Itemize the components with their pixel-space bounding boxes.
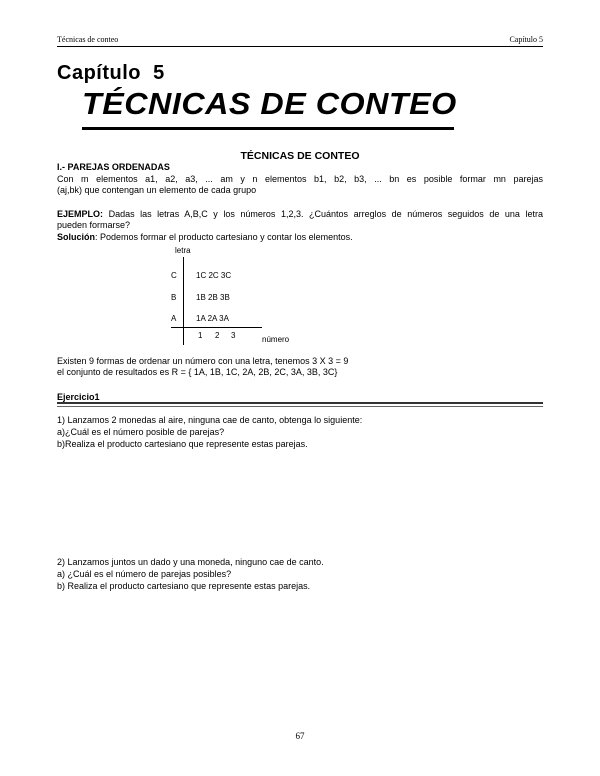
example-line-2: pueden formarse? — [57, 220, 131, 230]
chapter-title: TÉCNICAS DE CONTEO — [82, 86, 457, 121]
running-header-right: Capítulo 5 — [509, 35, 543, 44]
diagram-row-letter: C — [171, 271, 177, 280]
example-label: EJEMPLO: — [57, 209, 104, 219]
diagram-x-tick: 2 — [215, 331, 220, 340]
example-line-1 — [57, 209, 543, 220]
page-number: 67 — [295, 731, 305, 741]
header-divider — [57, 46, 543, 47]
diagram-y-axis-label: letra — [175, 246, 191, 255]
exercise-rule-thick — [57, 402, 543, 404]
intro-line-2: (aj,bk) que contengan un elemento de cada grupo — [57, 185, 257, 195]
diagram-x-tick: 1 — [198, 331, 203, 340]
question-2-stem: 2) Lanzamos juntos un dado y una moneda, ninguno cae de canto. — [57, 557, 324, 567]
example-text: Dadas las letras A,B,C y los números 1,2,3. ¿Cuántos arreglos de números seguidos de una letra — [103, 209, 543, 219]
question-1-part-b: b)Realiza el producto cartesiano que represente estas parejas. — [57, 439, 308, 449]
question-2-part-b: b) Realiza el producto cartesiano que represente estas parejas. — [57, 581, 311, 591]
chapter-number: 5 — [153, 62, 165, 84]
chapter-label: Capítulo — [57, 62, 141, 84]
chapter-title-rule — [82, 127, 454, 130]
question-1-stem: 1) Lanzamos 2 monedas al aire, ninguna cae de canto, obtenga lo siguiente: — [57, 415, 363, 425]
result-line-1: Existen 9 formas de ordenar un número con una letra, tenemos 3 X 3 = 9 — [57, 356, 349, 366]
diagram-row-cells: 1A 2A 3A — [196, 314, 229, 323]
section-title: TÉCNICAS DE CONTEO — [240, 150, 360, 162]
running-header-left: Técnicas de conteo — [57, 35, 119, 44]
diagram-x-axis-label: número — [262, 335, 290, 344]
question-1-part-a: a)¿Cuál es el número posible de parejas? — [57, 427, 225, 437]
question-2-part-a: a) ¿Cuál es el número de parejas posibles? — [57, 569, 232, 579]
solution-label: Solución — [57, 232, 95, 242]
diagram-row-letter: B — [171, 293, 177, 302]
diagram-row-cells: 1C 2C 3C — [196, 271, 232, 280]
chapter-heading — [57, 62, 165, 85]
solution-text: : Podemos formar el producto cartesiano y contar los elementos. — [95, 232, 353, 242]
solution-line — [57, 232, 353, 243]
exercise-title: Ejercicio1 — [57, 392, 100, 402]
intro-line-1: Con m elementos a1, a2, a3, ... am y n elementos b1, b2, b3, ... bn es posible formar mn parejas — [57, 174, 543, 184]
diagram-row-cells: 1B 2B 3B — [196, 293, 230, 302]
diagram-horizontal-axis — [171, 327, 262, 328]
diagram-vertical-axis — [183, 257, 184, 345]
diagram-row-letter: A — [171, 314, 177, 323]
diagram-x-tick: 3 — [231, 331, 236, 340]
result-line-2: el conjunto de resultados es R = { 1A, 1B, 1C, 2A, 2B, 2C, 3A, 3B, 3C} — [57, 367, 338, 377]
exercise-rule-thin — [57, 406, 543, 407]
subsection-heading: I.- PAREJAS ORDENADAS — [57, 162, 170, 172]
